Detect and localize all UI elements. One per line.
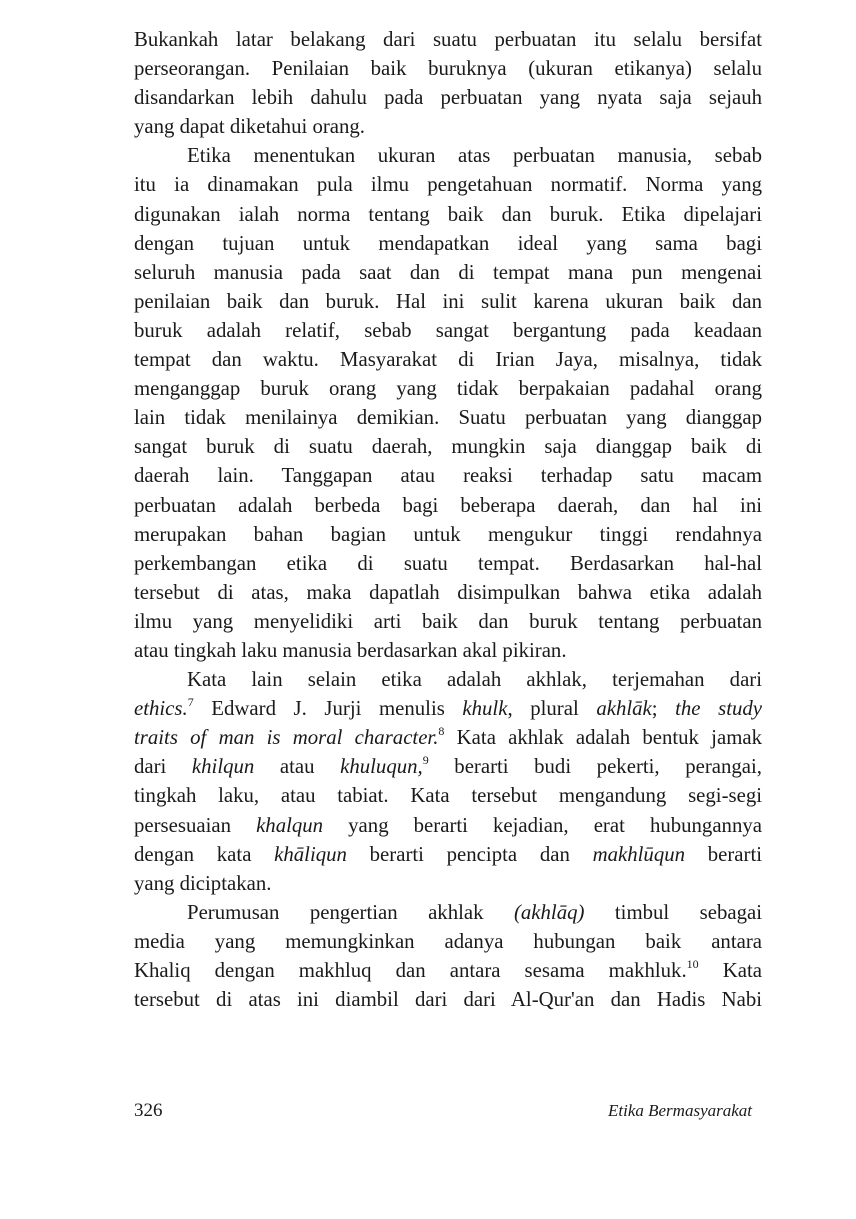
paragraph: [134, 665, 762, 898]
text-run: dari: [134, 755, 192, 779]
text-line: [134, 811, 762, 840]
text-run: yang dapat diketahui orang.: [134, 115, 365, 139]
text-run: menganggap buruk orang yang tidak berpakaian padahal orang: [134, 377, 762, 401]
page-number: 326: [134, 1100, 163, 1121]
footnote-ref: 8: [438, 724, 445, 739]
text-line: [134, 927, 762, 956]
text-line: [134, 752, 762, 781]
italic-term: the study: [675, 697, 763, 721]
text-run: merupakan bahan bagian untuk mengukur tinggi rendahnya: [134, 522, 762, 546]
text-run: Kata lain selain etika adalah akhlak, terjemahan dari: [187, 668, 762, 692]
running-footer-title: Etika Bermasyarakat: [608, 1101, 752, 1120]
text-line: [134, 694, 762, 723]
text-run: tempat dan waktu. Masyarakat di Irian Jaya, misalnya, tidak: [134, 348, 762, 372]
italic-term: makhlūqun: [592, 842, 686, 866]
body-text: [134, 25, 762, 1014]
text-run: yang diciptakan.: [134, 871, 272, 895]
text-line: [134, 898, 762, 927]
text-line: [134, 869, 762, 898]
text-run: Etika menentukan ukuran atas perbuatan manusia, sebab: [187, 144, 762, 168]
text-run: tersebut di atas, maka dapatlah disimpulkan bahwa etika adalah: [134, 580, 762, 604]
text-run: timbul sebagai: [584, 900, 762, 924]
text-line: [134, 403, 762, 432]
text-run: yang berarti kejadian, erat hubungannya: [323, 813, 762, 837]
footnote-ref: 9: [422, 753, 429, 768]
text-run: Perumusan pengertian akhlak: [187, 900, 514, 924]
text-line: [134, 345, 762, 374]
text-run: Edward J. Jurji menulis: [193, 697, 463, 721]
text-run: perkembangan etika di suatu tempat. Berdasarkan hal-hal: [134, 551, 762, 575]
text-line: [134, 578, 762, 607]
text-run: perseorangan. Penilaian baik buruknya (ukuran etikanya) selalu: [134, 57, 762, 81]
text-run: Khaliq dengan makhluq dan antara sesama makhluk.: [134, 959, 687, 982]
italic-term: traits of man is moral character.: [134, 726, 439, 750]
text-line: [134, 781, 762, 810]
text-line: [134, 200, 762, 229]
italic-term: khilqun: [191, 755, 255, 779]
text-run: dengan kata: [134, 842, 275, 866]
italic-term: khāliqun: [274, 842, 347, 866]
text-line: [134, 607, 762, 636]
text-run: Bukankah latar belakang dari suatu perbuatan itu selalu bersifat: [134, 28, 762, 51]
text-run: itu ia dinamakan pula ilmu pengetahuan normatif. Norma yang: [134, 173, 762, 197]
text-run: berarti pencipta dan: [346, 842, 593, 866]
text-line: [134, 491, 762, 520]
text-run: berarti: [685, 842, 763, 866]
paragraph: [134, 898, 762, 1014]
text-line: [134, 229, 762, 258]
text-line: [134, 461, 762, 490]
text-line: [134, 258, 762, 287]
text-run: berarti budi pekerti, perangai,: [428, 755, 762, 779]
text-line: [134, 112, 762, 141]
italic-term: ,: [417, 755, 423, 779]
text-run: dengan tujuan untuk mendapatkan ideal yang sama bagi: [134, 231, 762, 255]
text-run: lain tidak menilainya demikian. Suatu perbuatan yang dianggap: [134, 406, 762, 430]
text-line: [134, 520, 762, 549]
italic-term: khalqun: [256, 813, 324, 837]
text-line: [134, 985, 762, 1014]
footnote-ref: 7: [187, 695, 194, 710]
text-run: penilaian baik dan buruk. Hal ini sulit karena ukuran baik dan: [134, 289, 762, 313]
footnote-ref: 10: [686, 957, 699, 971]
text-run: ilmu yang menyelidiki arti baik dan buruk tentang perbuatan: [134, 609, 762, 633]
text-line: [134, 141, 762, 170]
italic-term: khuluqun: [340, 755, 418, 779]
text-line: [134, 723, 762, 752]
text-run: , plural: [507, 697, 597, 721]
text-line: [134, 432, 762, 461]
italic-term: ethics.: [134, 697, 188, 721]
text-run: atau tingkah laku manusia berdasarkan akal pikiran.: [134, 638, 567, 662]
text-line: [134, 549, 762, 578]
text-run: perbuatan adalah berbeda bagi beberapa daerah, dan hal ini: [134, 493, 762, 517]
italic-term: khulk: [462, 697, 508, 721]
text-run: digunakan ialah norma tentang baik dan buruk. Etika dipelajari: [134, 202, 762, 226]
text-line: [134, 316, 762, 345]
text-line: [134, 840, 762, 869]
text-line: [134, 25, 762, 54]
text-line: [134, 374, 762, 403]
text-line: [134, 83, 762, 112]
text-line: [134, 665, 762, 694]
text-run: Kata akhlak adalah bentuk jamak: [444, 726, 762, 750]
text-run: atau: [254, 755, 341, 779]
text-run: seluruh manusia pada saat dan di tempat mana pun mengenai: [134, 260, 762, 284]
text-run: Kata: [698, 959, 762, 982]
text-run: sangat buruk di suatu daerah, mungkin saja dianggap baik di: [134, 435, 762, 459]
text-run: tingkah laku, atau tabiat. Kata tersebut mengandung segi-segi: [134, 784, 762, 808]
text-line: [134, 170, 762, 199]
text-run: daerah lain. Tanggapan atau reaksi terhadap satu macam: [134, 464, 762, 488]
text-run: ;: [651, 697, 676, 721]
text-run: tersebut di atas ini diambil dari dari Al-Qur'an dan Hadis Nabi: [134, 988, 762, 1012]
italic-term: akhlāk: [596, 697, 652, 721]
text-line: [134, 636, 762, 665]
text-run: media yang memungkinkan adanya hubungan baik antara: [134, 929, 762, 953]
text-line: [134, 54, 762, 83]
text-line: [134, 956, 762, 985]
text-run: persesuaian: [134, 813, 257, 837]
italic-term: (akhlāq): [513, 900, 585, 924]
text-line: [134, 287, 762, 316]
paragraph: [134, 141, 762, 665]
text-run: disandarkan lebih dahulu pada perbuatan yang nyata saja sejauh: [134, 86, 762, 110]
text-run: buruk adalah relatif, sebab sangat bergantung pada keadaan: [134, 318, 762, 342]
paragraph: [134, 25, 762, 141]
